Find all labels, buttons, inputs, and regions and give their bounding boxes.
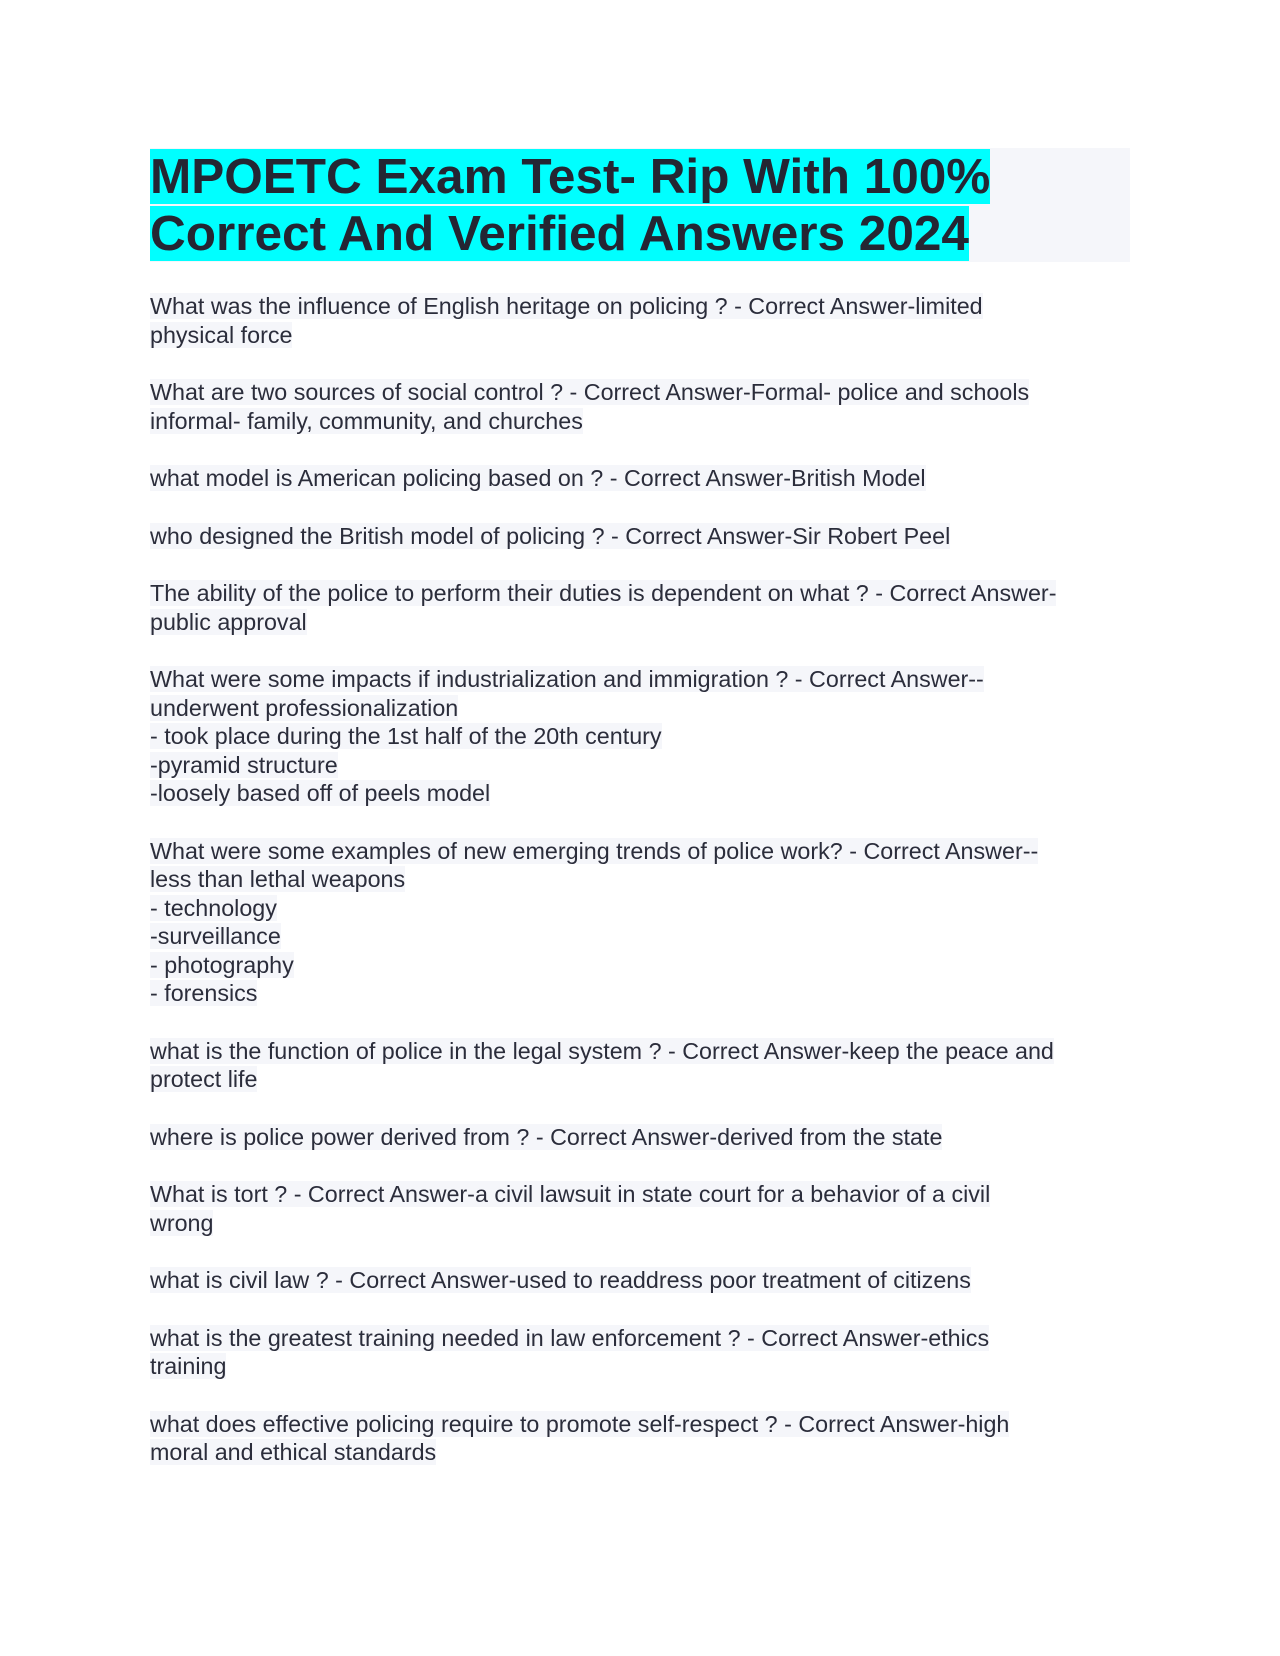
qa-question-line: what is the function of police in the legal system ? - Correct Answer-keep the peace and (150, 1037, 1054, 1064)
qa-item (150, 292, 1130, 349)
qa-question-line: What were some examples of new emerging trends of police work? - Correct Answer-- (150, 837, 1039, 864)
qa-list (150, 292, 1130, 1467)
qa-answer-line: - technology (150, 894, 277, 921)
qa-item (150, 837, 1130, 1008)
qa-item (150, 579, 1130, 636)
qa-question-line: What were some impacts if industrialization and immigration ? - Correct Answer-- (150, 666, 984, 692)
spacer (150, 1008, 1130, 1037)
qa-item (150, 665, 1130, 808)
spacer (150, 435, 1130, 464)
qa-question-line: what is civil law ? - Correct Answer-used to readdress poor treatment of citizens (150, 1267, 971, 1293)
qa-question-line: where is police power derived from ? - Correct Answer-derived from the state (150, 1123, 943, 1150)
spacer (150, 1295, 1130, 1324)
spacer (150, 349, 1130, 378)
qa-answer-line: - took place during the 1st half of the 20th century (150, 723, 662, 749)
qa-answer-line: underwent professionalization (150, 694, 459, 721)
qa-answer-line: -pyramid structure (150, 751, 338, 778)
qa-answer-line: physical force (150, 321, 293, 348)
spacer (150, 636, 1130, 665)
document-page (150, 148, 1130, 1467)
spacer (150, 808, 1130, 837)
qa-answer-line: - forensics (150, 980, 258, 1006)
qa-answer-line: moral and ethical standards (150, 1439, 437, 1465)
qa-item (150, 1180, 1130, 1237)
qa-answer-line: public approval (150, 608, 307, 635)
qa-item (150, 464, 1130, 493)
qa-question-line: what model is American policing based on ? - Correct Answer-British Model (150, 465, 926, 491)
qa-question-line: who designed the British model of policing ? - Correct Answer-Sir Robert Peel (150, 522, 951, 549)
qa-item (150, 1410, 1130, 1467)
spacer (150, 493, 1130, 522)
qa-question-line: What are two sources of social control ? - Correct Answer-Formal- police and schools (150, 379, 1030, 405)
title-line-1: MPOETC Exam Test- Rip With 100% (150, 149, 991, 204)
qa-answer-line: protect life (150, 1066, 258, 1092)
qa-question-line: what is the greatest training needed in law enforcement ? - Correct Answer-ethics (150, 1324, 990, 1351)
spacer (150, 1237, 1130, 1266)
qa-question-line: what does effective policing require to promote self-respect ? - Correct Answer-high (150, 1410, 1010, 1437)
qa-question-line: What is tort ? - Correct Answer-a civil lawsuit in state court for a behavior of a civil (150, 1181, 991, 1207)
spacer (150, 1094, 1130, 1123)
qa-answer-line: - photography (150, 951, 294, 978)
qa-item (150, 522, 1130, 551)
qa-answer-line: -loosely based off of peels model (150, 780, 491, 806)
spacer (150, 1381, 1130, 1410)
qa-question-line: What was the influence of English heritage on policing ? - Correct Answer-limited (150, 293, 983, 319)
qa-item (150, 378, 1130, 435)
qa-answer-line: informal- family, community, and churches (150, 407, 583, 434)
document-title (150, 148, 1130, 262)
qa-answer-line: wrong (150, 1209, 214, 1236)
qa-item (150, 1123, 1130, 1152)
qa-question-line: The ability of the police to perform their duties is dependent on what ? - Correct Answer- (150, 580, 1057, 606)
qa-item (150, 1266, 1130, 1295)
qa-item (150, 1324, 1130, 1381)
title-block (150, 148, 1130, 262)
qa-answer-line: less than lethal weapons (150, 866, 406, 892)
qa-item (150, 1037, 1130, 1094)
qa-answer-line: training (150, 1353, 227, 1379)
spacer (150, 550, 1130, 579)
qa-answer-line: -surveillance (150, 923, 281, 949)
spacer (150, 1151, 1130, 1180)
title-line-2: Correct And Verified Answers 2024 (150, 206, 969, 261)
